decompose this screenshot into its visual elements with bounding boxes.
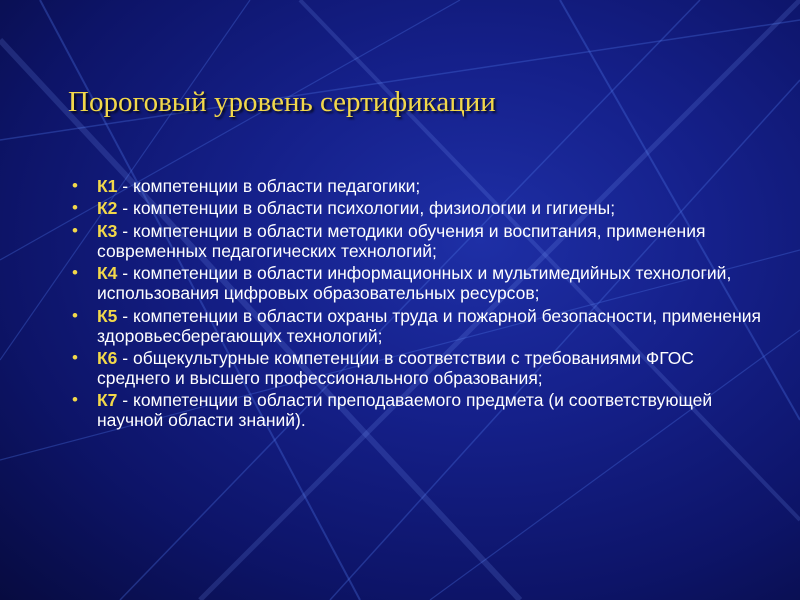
list-item	[72, 221, 762, 261]
bullet-icon: •	[72, 220, 78, 240]
competence-text: - компетенции в области преподаваемого предмета (и соответствующей научной области знаний).	[97, 390, 713, 431]
bullet-icon: •	[72, 176, 78, 195]
list-item	[72, 198, 762, 218]
competence-code: К6	[97, 347, 118, 368]
list-item	[72, 390, 762, 430]
competence-text: - компетенции в области педагогики;	[117, 176, 421, 196]
list-item	[72, 176, 762, 196]
competence-text: - общекультурные компетенции в соответствии с требованиями ФГОС среднего и высшего профессионального образования;	[97, 347, 694, 388]
competence-code: К2	[97, 198, 118, 219]
list-item	[72, 348, 762, 388]
competence-code: К5	[97, 305, 118, 326]
competence-code: К4	[97, 263, 118, 284]
bullet-icon: •	[72, 390, 78, 410]
bullet-icon: •	[72, 347, 78, 367]
bullet-icon: •	[72, 263, 78, 283]
list-item	[72, 263, 762, 303]
competence-code: К7	[97, 390, 118, 411]
competence-text: - компетенции в области охраны труда и пожарной безопасности, применения здоровьесберегающих технологий;	[97, 305, 761, 346]
list-item	[72, 306, 762, 346]
bullet-icon: •	[72, 198, 78, 218]
competence-code: К1	[97, 176, 118, 196]
bullet-icon: •	[72, 305, 78, 325]
slide-title: Пороговый уровень сертификации	[68, 86, 496, 118]
competence-list	[72, 176, 762, 433]
competence-code: К3	[97, 220, 118, 241]
competence-text: - компетенции в области информационных и мультимедийных технологий, использования цифровых образовательных ресурсов;	[97, 263, 732, 304]
competence-text: - компетенции в области психологии, физиологии и гигиены;	[117, 198, 616, 219]
competence-text: - компетенции в области методики обучения и воспитания, применения современных педагогических технологий;	[97, 220, 706, 261]
